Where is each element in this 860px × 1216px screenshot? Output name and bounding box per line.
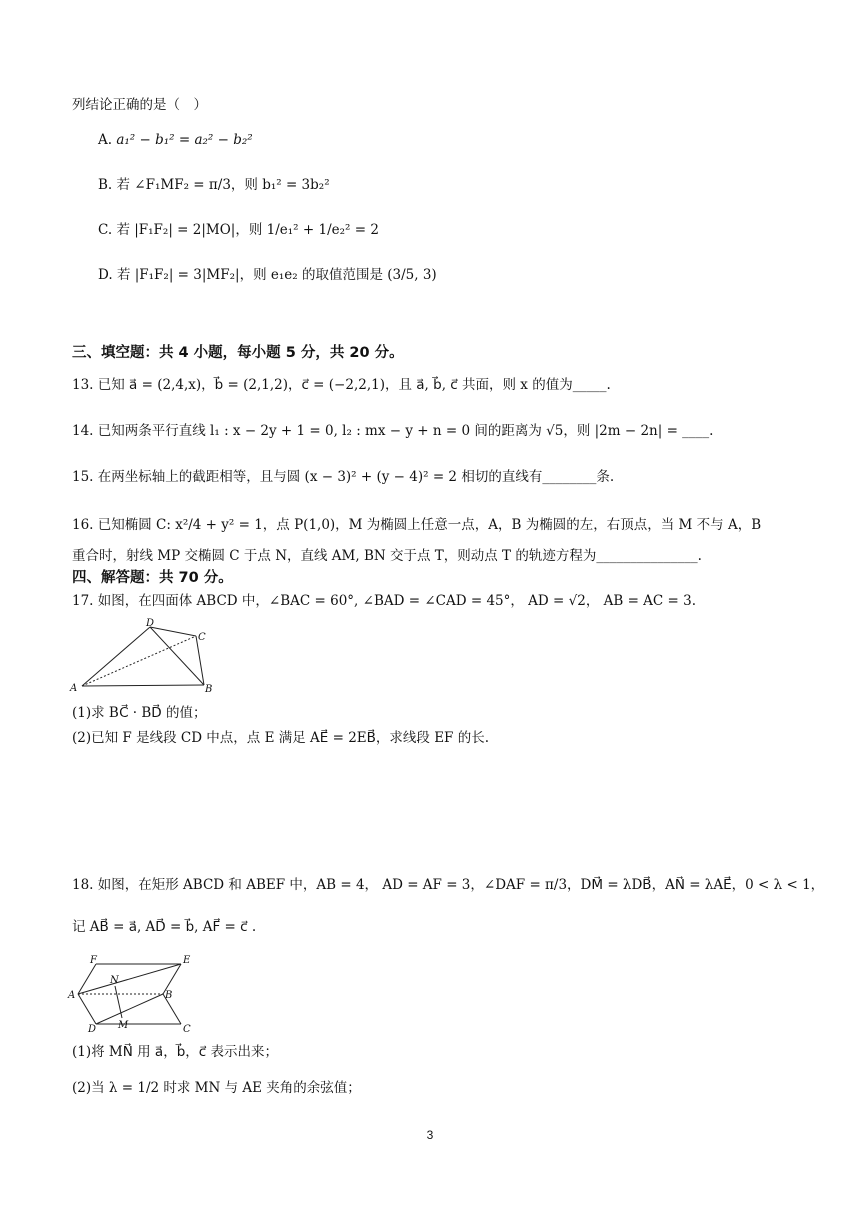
option-d: D. 若 |F₁F₂| = 3|MF₂|，则 e₁e₂ 的取值范围是 (3/5, 3)	[98, 267, 437, 283]
vertex-label-a2: A	[68, 990, 76, 1001]
vertex-label-c2: C	[183, 1024, 191, 1035]
question-16-line-1: 16. 已知椭圆 C: x²/4 + y² = 1，点 P(1,0)，M 为椭圆上任意一点，A，B 为椭圆的左，右顶点，当 M 不与 A，B	[72, 517, 762, 533]
vertex-label-d: D	[146, 618, 155, 629]
option-a: A. a₁² − b₁² = a₂² − b₂²	[98, 132, 253, 148]
question-18-line-2: 记 AB⃗ = a⃗, AD⃗ = b⃗, AF⃗ = c⃗ .	[72, 919, 257, 935]
tetrahedron-figure	[66, 618, 226, 700]
question-13: 13. 已知 a⃗ = (2,4,x)，b⃗ = (2,1,2)，c⃗ = (−2,2,1)，且 a⃗, b⃗, c⃗ 共面，则 x 的值为_____.	[72, 377, 611, 393]
question-17: 17. 如图，在四面体 ABCD 中，∠BAC = 60°, ∠BAD = ∠CAD = 45°， AD = √2， AB = AC = 3.	[72, 593, 697, 609]
option-b: B. 若 ∠F₁MF₂ = π/3，则 b₁² = 3b₂²	[98, 177, 330, 193]
section-3-heading: 三、填空题：共 4 小题，每小题 5 分，共 20 分。	[72, 345, 404, 361]
question-16-line-2: 重合时，射线 MP 交椭圆 C 于点 N，直线 AM, BN 交于点 T，则动点 T 的轨迹方程为_______________.	[72, 548, 702, 564]
vertex-label-b: B	[205, 684, 213, 695]
vertex-label-a: A	[70, 683, 78, 694]
section-4-heading: 四、解答题：共 70 分。	[72, 570, 233, 586]
vertex-label-c: C	[198, 632, 206, 643]
question-12-tail: 列结论正确的是（ ）	[72, 97, 207, 113]
question-18-part-2: (2)当 λ = 1/2 时求 MN 与 AE 夹角的余弦值；	[72, 1080, 361, 1096]
question-18-line-1: 18. 如图，在矩形 ABCD 和 ABEF 中，AB = 4， AD = AF = 3，∠DAF = π/3，DM⃗ = λDB⃗，AN⃗ = λAE⃗，0 < λ < 1，	[72, 877, 825, 893]
page-number: 3	[426, 1128, 434, 1142]
option-c: C. 若 |F₁F₂| = 2|MO|，则 1/e₁² + 1/e₂² = 2	[98, 222, 379, 238]
rectangles-figure	[66, 954, 206, 1034]
question-17-part-1: (1)求 BC⃗ · BD⃗ 的值；	[72, 705, 207, 721]
question-17-part-2: (2)已知 F 是线段 CD 中点，点 E 满足 AE⃗ = 2EB⃗，求线段 EF 的长.	[72, 730, 490, 746]
vertex-label-d2: D	[88, 1024, 97, 1035]
vertex-label-f: F	[90, 955, 97, 966]
vertex-label-e: E	[183, 955, 191, 966]
question-18-part-1: (1)将 MN⃗ 用 a⃗，b⃗，c⃗ 表示出来；	[72, 1044, 278, 1060]
question-15: 15. 在两坐标轴上的截距相等，且与圆 (x − 3)² + (y − 4)² = 2 相切的直线有________条.	[72, 469, 615, 485]
vertex-label-b2: B	[165, 990, 173, 1001]
point-label-n: N	[110, 975, 119, 986]
point-label-m: M	[118, 1020, 129, 1031]
question-14: 14. 已知两条平行直线 l₁ : x − 2y + 1 = 0, l₂ : mx − y + n = 0 间的距离为 √5，则 |2m − 2n| = ____.	[72, 423, 714, 439]
